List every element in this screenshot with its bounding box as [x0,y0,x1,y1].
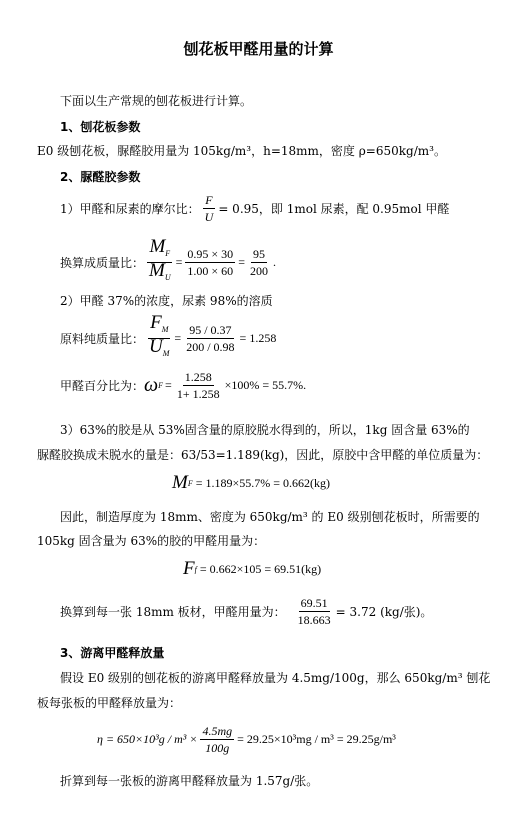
mf-symbol: M [172,472,188,493]
molar-rest: = 0.95，即 1mol 尿素，配 0.95mol 甲醛 [218,202,450,216]
paragraph3-line1: 3）63%的胶是从 53%固含量的原胶脱水得到的，所以，1kg 固含量 63%的 [60,423,470,437]
final-text: 折算到每一张板的游离甲醛释放量为 1.57g/张。 [60,774,319,788]
mass-lhs-den-sub: U [164,273,171,282]
mf-eq: = 1.189×55.7% = 0.662(kg) [195,475,331,490]
molar-ratio-line [60,193,449,224]
pure-lhs-den: U [149,336,163,357]
paragraph4-line1: 因此，制造厚度为 18mm、密度为 650kg/m³ 的 E0 级别刨花板时，所需要的 [60,510,480,524]
pct-num: 1.258 [184,370,212,384]
mf-sub: F [187,478,193,488]
ff-eq: = 0.662×105 = 69.51(kg) [199,561,322,576]
ff-symbol: F [183,558,195,579]
pure-mid-den: 200 / 0.98 [186,340,235,354]
paragraph4-line2: 105kg 固含量为 63%的胶的甲醛用量为： [37,534,266,548]
mass-lhs-num-sub: F [165,249,171,258]
pure-mid-fraction [184,323,236,354]
conversion-line [60,596,432,627]
section3-line2: 板每张板的甲醛释放量为： [37,696,182,710]
mass-lhs-num: M [149,236,166,257]
pure-lhs-num-sub: M [161,325,169,334]
section1-heading: 1、刨花板参数 [60,120,141,134]
molar-num: F [205,193,213,207]
pure-ratio-line: 原料纯质量比： $\frac{F_M}{U_M}$ = $\frac{95 / 0.37}{200 / 0.98}$ = 1.258 [60,316,276,361]
conv-den: 18.663 [297,613,331,627]
conv-fraction [296,596,333,627]
mass-label: 换算成质量比： [60,256,145,270]
omega-symbol: ω [144,374,159,396]
eta-equation [97,724,396,755]
pure-mid-num: 95 / 0.37 [189,323,232,337]
percentage-line: 甲醛百分比为： ω F = $\frac{1.258}{1+ 1.258}$ ×100% = 55.7%. [60,370,307,401]
page-title: 刨花板甲醛用量的计算 [183,40,334,58]
pure-lhs-num: F [150,312,162,333]
eta-lhs: η = 650×10³g / m³ × [97,732,198,746]
ff-sub: f [194,564,197,574]
mass-rhs-num: 95 [252,247,265,261]
ff-equation [183,558,321,580]
section2-heading: 2、脲醛胶参数 [60,170,141,184]
molar-label: 1）甲醛和尿素的摩尔比： [60,202,200,216]
eta-rhs: = 29.25×10³mg / m³ = 29.25g/m³ [237,732,396,746]
pure-lhs-den-sub: M [162,349,170,358]
mass-lhs-den: M [149,260,165,281]
eta-fraction [200,724,234,755]
mf-equation [172,472,330,494]
mass-ratio-line: 换算成质量比： $\frac{M_F}{M_U}$ = $\frac{0.95 \times 30}{1.00 \times 60}$ = $\frac{95}{200}$ . [60,240,276,285]
conv-label: 换算到每一张 18mm 板材，甲醛用量为： [60,605,286,619]
pct-fraction [175,370,222,401]
conv-num: 69.51 [300,596,328,610]
eta-den: 100g [205,741,230,755]
section1-params: E0 级刨花板，脲醛胶用量为 105kg/m³，h=18mm，密度 ρ=650kg/m³。 [37,144,446,158]
mass-rhs-den: 200 [249,264,268,278]
mass-lhs-fraction [147,236,173,285]
mass-rhs-fraction [248,247,270,278]
mass-mid-num: 0.95 × 30 [187,247,234,261]
mass-mid-fraction [185,247,235,278]
omega-sub: F [158,381,164,390]
paragraph3-line2: 脲醛胶换成未脱水的量是：63/53=1.189(kg)，因此，原胶中含甲醛的单位质量为： [37,448,489,462]
molar-fraction [203,193,216,224]
pure-result: = 1.258 [239,331,277,345]
section3-heading: 3、游离甲醛释放量 [60,646,165,660]
pct-label: 甲醛百分比为： [60,379,145,393]
section3-line1: 假设 E0 级别的刨花板的游离甲醛释放量为 4.5mg/100g，那么 650kg/m³ 刨花 [60,671,491,685]
concentration-text: 2）甲醛 37%的浓度，尿素 98%的溶质 [60,294,273,308]
pure-lhs-fraction [147,312,171,361]
pct-den: 1+ 1.258 [176,387,220,401]
conv-result: = 3.72 (kg/张)。 [335,605,433,619]
pct-result: ×100% = 55.7%. [224,378,307,392]
eta-num: 4.5mg [202,724,233,738]
molar-den: U [204,210,214,224]
mass-mid-den: 1.00 × 60 [187,264,234,278]
pure-label: 原料纯质量比： [60,332,145,346]
intro-text: 下面以生产常规的刨花板进行计算。 [60,94,253,108]
